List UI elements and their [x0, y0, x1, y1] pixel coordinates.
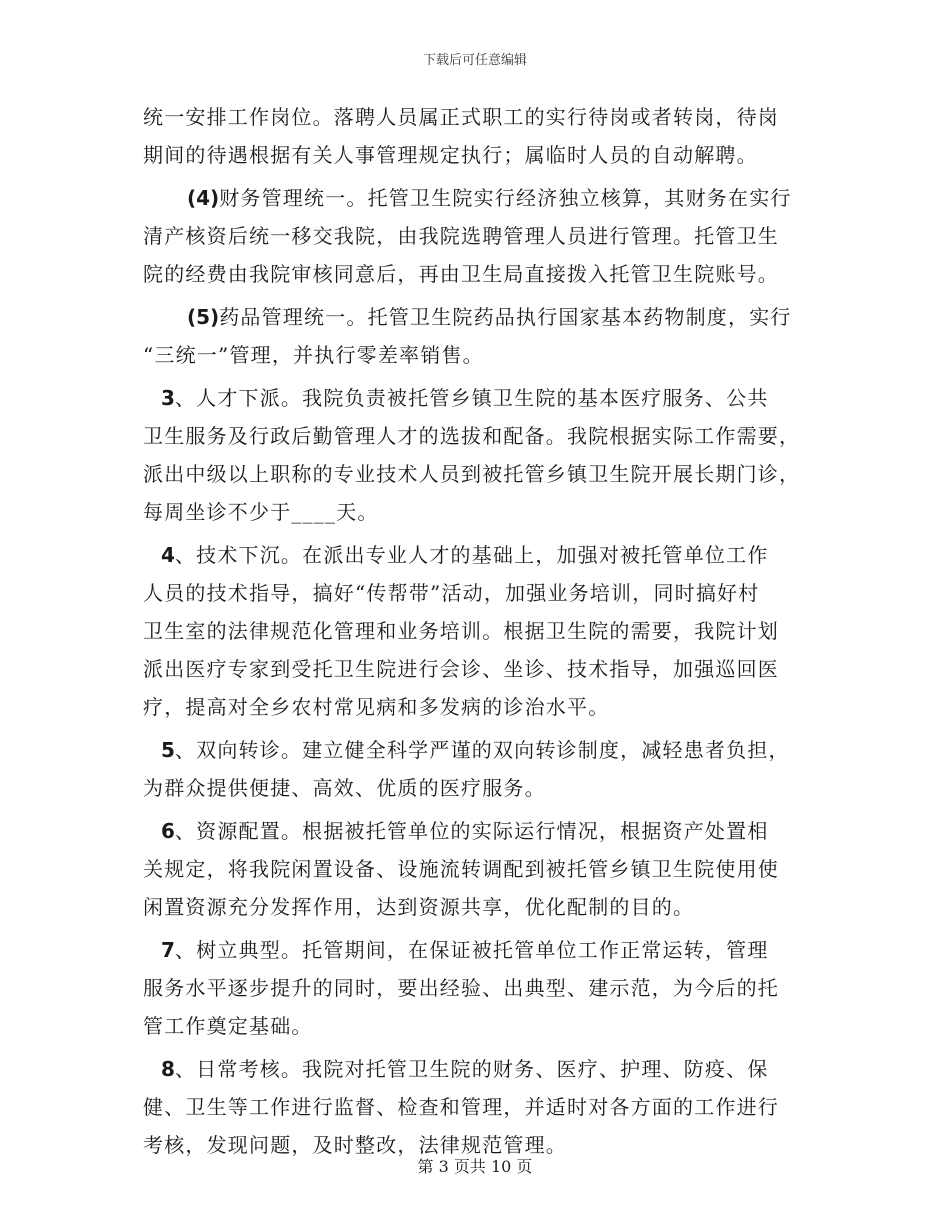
paragraph-continuation: [143, 98, 823, 174]
text-line: 卫生室的法律规范化管理和业务培训。根据卫生院的需要，我院计划: [143, 619, 779, 643]
text-line: 关规定，将我院闲置设备、设施流转调配到被托管乡镇卫生院使用使: [143, 857, 779, 881]
text-line: 派出医疗专家到受托卫生院进行会诊、坐诊、技术指导，加强巡回医: [143, 657, 779, 681]
text-line: 财务管理统一。托管卫生院实行经济独立核算，其财务在实行: [219, 186, 792, 210]
item-number: (4): [187, 186, 220, 210]
paragraph-daily-assessment: [143, 1050, 823, 1164]
text-line: 闲置资源充分发挥作用，达到资源共享，优化配制的目的。: [143, 895, 695, 919]
item-number: 8: [161, 1057, 175, 1081]
text-line: 统一安排工作岗位。落聘人员属正式职工的实行待岗或者转岗，待岗: [143, 105, 779, 129]
item-number: 7: [161, 938, 175, 962]
text-line: 人员的技术指导，搞好“传帮带”活动，加强业务培训，同时搞好村: [143, 581, 760, 605]
paragraph-resource-allocation: [143, 812, 823, 926]
item-number: 6: [161, 819, 175, 843]
text-line: 期间的待遇根据有关人事管理规定执行；属临时人员的自动解聘。: [143, 143, 758, 167]
item-number: 4: [161, 543, 175, 567]
page-footer: 第 3 页共 10 页: [417, 1157, 533, 1176]
text-line: 、资源配置。根据被托管单位的实际运行情况，根据资产处置相: [174, 819, 769, 843]
document-body: [143, 98, 823, 1169]
text-line: 卫生服务及行政后勤管理人才的选拔和配备。我院根据实际工作需要，: [143, 424, 801, 448]
item-number: 5: [161, 738, 175, 762]
text-line: 、树立典型。托管期间，在保证被托管单位工作正常运转，管理: [174, 938, 769, 962]
text-line: 管工作奠定基础。: [143, 1014, 313, 1038]
item-number: 3: [161, 386, 175, 410]
paragraph-two-way-referral: [143, 731, 823, 807]
text-line: 清产核资后统一移交我院，由我院选聘管理人员进行管理。托管卫生: [143, 224, 779, 248]
item-number: (5): [187, 305, 220, 329]
paragraph-technology-sinking: [143, 536, 823, 726]
text-line: 院的经费由我院审核同意后，再由卫生局直接拨入托管卫生院账号。: [143, 262, 779, 286]
text-line: 疗，提高对全乡农村常见病和多发病的诊治水平。: [143, 695, 610, 719]
text-line: 、双向转诊。建立健全科学严谨的双向转诊制度，减轻患者负担，: [174, 738, 790, 762]
text-line: “三统一”管理，并执行零差率销售。: [143, 343, 484, 367]
text-line: 药品管理统一。托管卫生院药品执行国家基本药物制度，实行: [219, 305, 792, 329]
text-line: 健、卫生等工作进行监督、检查和管理，并适时对各方面的工作进行: [143, 1095, 779, 1119]
paragraph-talent-dispatch: [143, 379, 823, 531]
text-line: 考核，发现问题，及时整改，法律规范管理。: [143, 1133, 567, 1157]
text-line: 、人才下派。我院负责被托管乡镇卫生院的基本医疗服务、公共: [174, 386, 769, 410]
text-line: 为群众提供便捷、高效、优质的医疗服务。: [143, 776, 546, 800]
page-header: 下载后可任意编辑: [422, 53, 527, 68]
paragraph-drug-management: [143, 298, 823, 374]
paragraph-finance-management: [143, 179, 823, 293]
text-line: 服务水平逐步提升的同时，要出经验、出典型、建示范，为今后的托: [143, 976, 779, 1000]
text-line: 、日常考核。我院对托管卫生院的财务、医疗、护理、防疫、保: [174, 1057, 769, 1081]
text-line: 派出中级以上职称的专业技术人员到被托管乡镇卫生院开展长期门诊，: [143, 462, 801, 486]
paragraph-set-examples: [143, 931, 823, 1045]
text-line: 、技术下沉。在派出专业人才的基础上，加强对被托管单位工作: [174, 543, 769, 567]
text-line: 每周坐诊不少于____天。: [143, 500, 379, 524]
